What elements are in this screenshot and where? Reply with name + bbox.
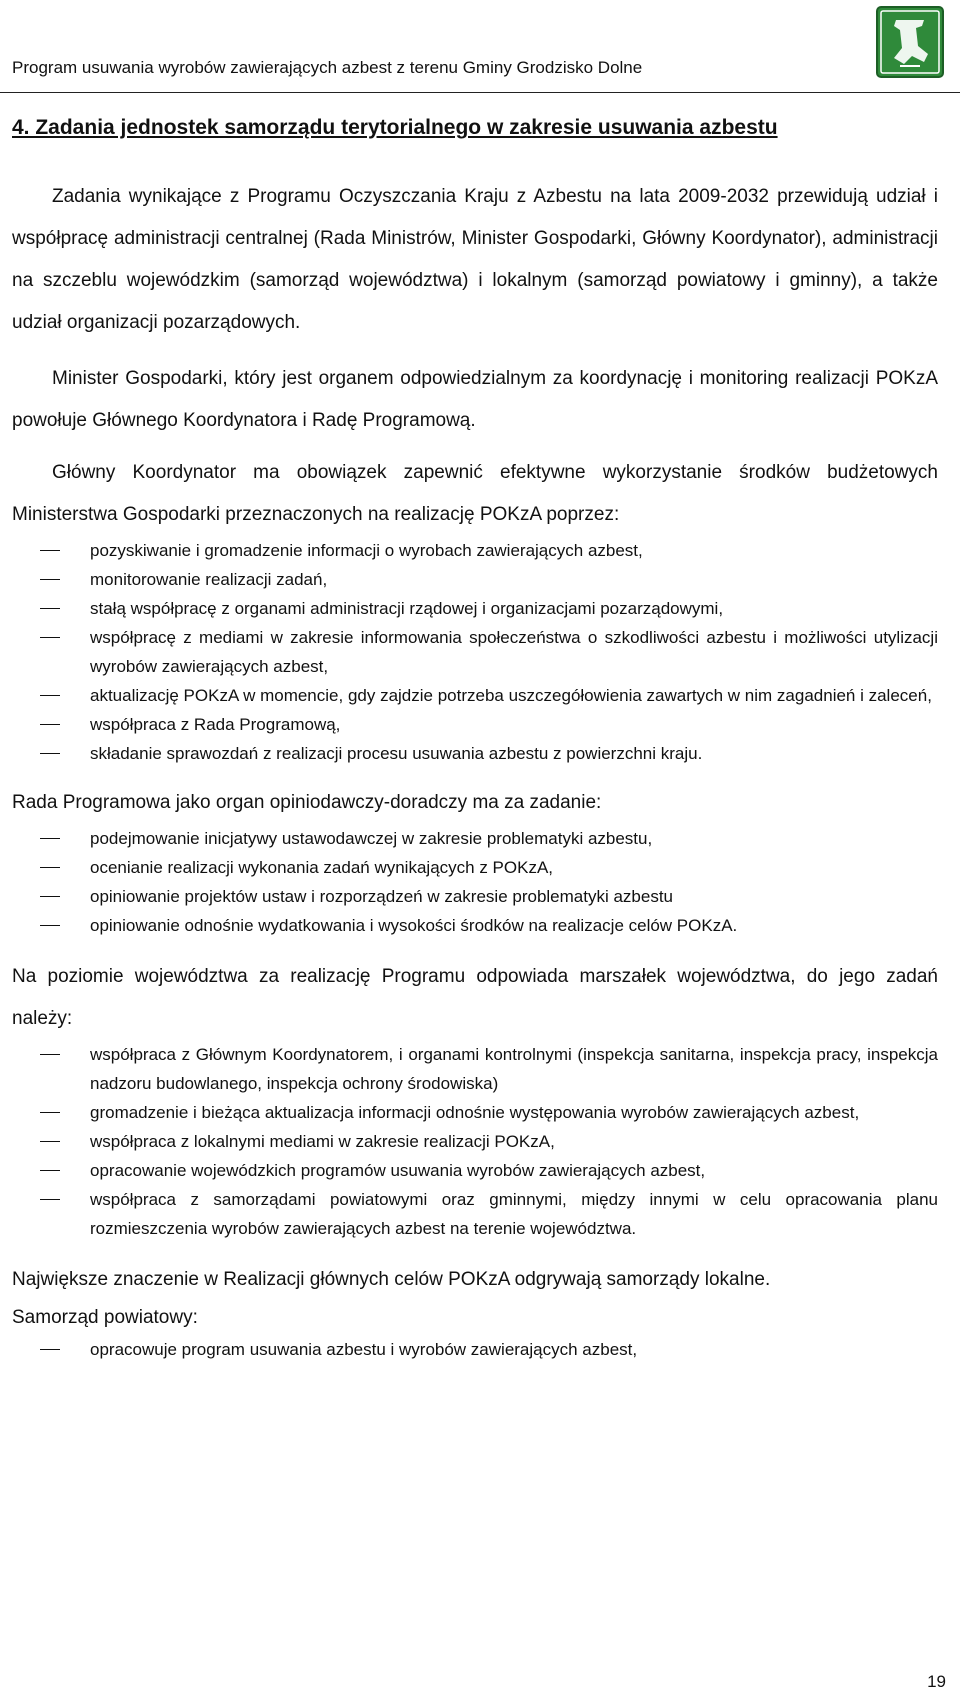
page-header <box>0 0 960 94</box>
document-body <box>12 108 938 1364</box>
dash-bullet-icon <box>40 867 60 868</box>
header-title: Program usuwania wyrobów zawierających azbest z terenu Gminy Grodzisko Dolne <box>12 58 643 77</box>
list-item: współpraca z samorządami powiatowymi oraz gminnymi, między innymi w celu opracowania planu rozmieszczenia wyrobów zawierających azbest na terenie województwa. <box>12 1185 938 1243</box>
list-item: opracowanie wojewódzkich programów usuwania wyrobów zawierających azbest, <box>12 1156 938 1185</box>
list-item: podejmowanie inicjatywy ustawodawczej w zakresie problematyki azbestu, <box>12 824 938 853</box>
dash-bullet-icon <box>40 608 60 609</box>
list-item: współpraca z Rada Programową, <box>12 710 938 739</box>
list-item: współpraca z lokalnymi mediami w zakresie realizacji POKzA, <box>12 1127 938 1156</box>
municipality-logo-icon <box>876 6 944 78</box>
list-item: gromadzenie i bieżąca aktualizacja informacji odnośnie występowania wyrobów zawierających azbest, <box>12 1098 938 1127</box>
paragraph-intro: Zadania wynikające z Programu Oczyszczania Kraju z Azbestu na lata 2009-2032 przewidują udział i współpracę administracji centralnej (Rada Ministrów, Minister Gospodarki, Główny Koordynator), administracji na szczeblu wojewódzkim (samorząd województwa) i lokalnym (samorząd powiatowy i gminny), a także udział organizacji pozarządowych. <box>12 186 938 333</box>
list-item: ocenianie realizacji wykonania zadań wynikających z POKzA, <box>12 853 938 882</box>
list-item: opiniowanie projektów ustaw i rozporządzeń w zakresie problematyki azbestu <box>12 882 938 911</box>
list-item: współpraca z Głównym Koordynatorem, i organami kontrolnymi (inspekcja sanitarna, inspekcja pracy, inspekcja nadzoru budowlanego, inspekcja ochrony środowiska) <box>12 1040 938 1098</box>
dash-bullet-icon <box>40 1112 60 1113</box>
dash-bullet-icon <box>40 753 60 754</box>
paragraph-rada: Rada Programowa jako organ opiniodawczy-doradczy ma za zadanie: <box>12 792 602 813</box>
list-item: aktualizację POKzA w momencie, gdy zajdzie potrzeba uszczegółowienia zawartych w nim zagadnień i zaleceń, <box>12 681 938 710</box>
dash-bullet-icon <box>40 1199 60 1200</box>
paragraph-koordynator: Główny Koordynator ma obowiązek zapewnić efektywne wykorzystanie środków budżetowych Ministerstwa Gospodarki przeznaczonych na realizację POKzA poprzez: <box>12 462 938 525</box>
list-item: składanie sprawozdań z realizacji procesu usuwania azbestu z powierzchni kraju. <box>12 739 938 768</box>
page-number: 19 <box>927 1672 946 1691</box>
dash-bullet-icon <box>40 838 60 839</box>
list-item: monitorowanie realizacji zadań, <box>12 565 938 594</box>
list-item: stałą współpracę z organami administracji rządowej i organizacjami pozarządowymi, <box>12 594 938 623</box>
dash-bullet-icon <box>40 550 60 551</box>
marszalek-task-list <box>12 1040 938 1243</box>
paragraph-marszalek: Na poziomie województwa za realizację Programu odpowiada marszałek województwa, do jego zadań należy: <box>12 966 938 1029</box>
paragraph-powiat-heading: Samorząd powiatowy: <box>12 1307 198 1328</box>
powiat-task-list <box>12 1335 938 1364</box>
paragraph-minister: Minister Gospodarki, który jest organem odpowiedzialnym za koordynację i monitoring realizacji POKzA powołuje Głównego Koordynatora i Radę Programową. <box>12 368 938 431</box>
dash-bullet-icon <box>40 1054 60 1055</box>
dash-bullet-icon <box>40 724 60 725</box>
list-item: pozyskiwanie i gromadzenie informacji o wyrobach zawierających azbest, <box>12 536 938 565</box>
dash-bullet-icon <box>40 1349 60 1350</box>
paragraph-samorzady: Największe znaczenie w Realizacji głównych celów POKzA odgrywają samorządy lokalne. <box>12 1269 771 1290</box>
dash-bullet-icon <box>40 637 60 638</box>
rada-task-list <box>12 824 938 940</box>
koordynator-task-list <box>12 536 938 768</box>
dash-bullet-icon <box>40 579 60 580</box>
section-heading: 4. Zadania jednostek samorządu terytorialnego w zakresie usuwania azbestu <box>12 116 778 139</box>
dash-bullet-icon <box>40 896 60 897</box>
dash-bullet-icon <box>40 925 60 926</box>
dash-bullet-icon <box>40 695 60 696</box>
list-item: współpracę z mediami w zakresie informowania społeczeństwa o szkodliwości azbestu i możliwości utylizacji wyrobów zawierających azbest, <box>12 623 938 681</box>
dash-bullet-icon <box>40 1170 60 1171</box>
list-item: opracowuje program usuwania azbestu i wyrobów zawierających azbest, <box>12 1335 938 1364</box>
list-item: opiniowanie odnośnie wydatkowania i wysokości środków na realizacje celów POKzA. <box>12 911 938 940</box>
header-divider <box>0 92 960 93</box>
dash-bullet-icon <box>40 1141 60 1142</box>
